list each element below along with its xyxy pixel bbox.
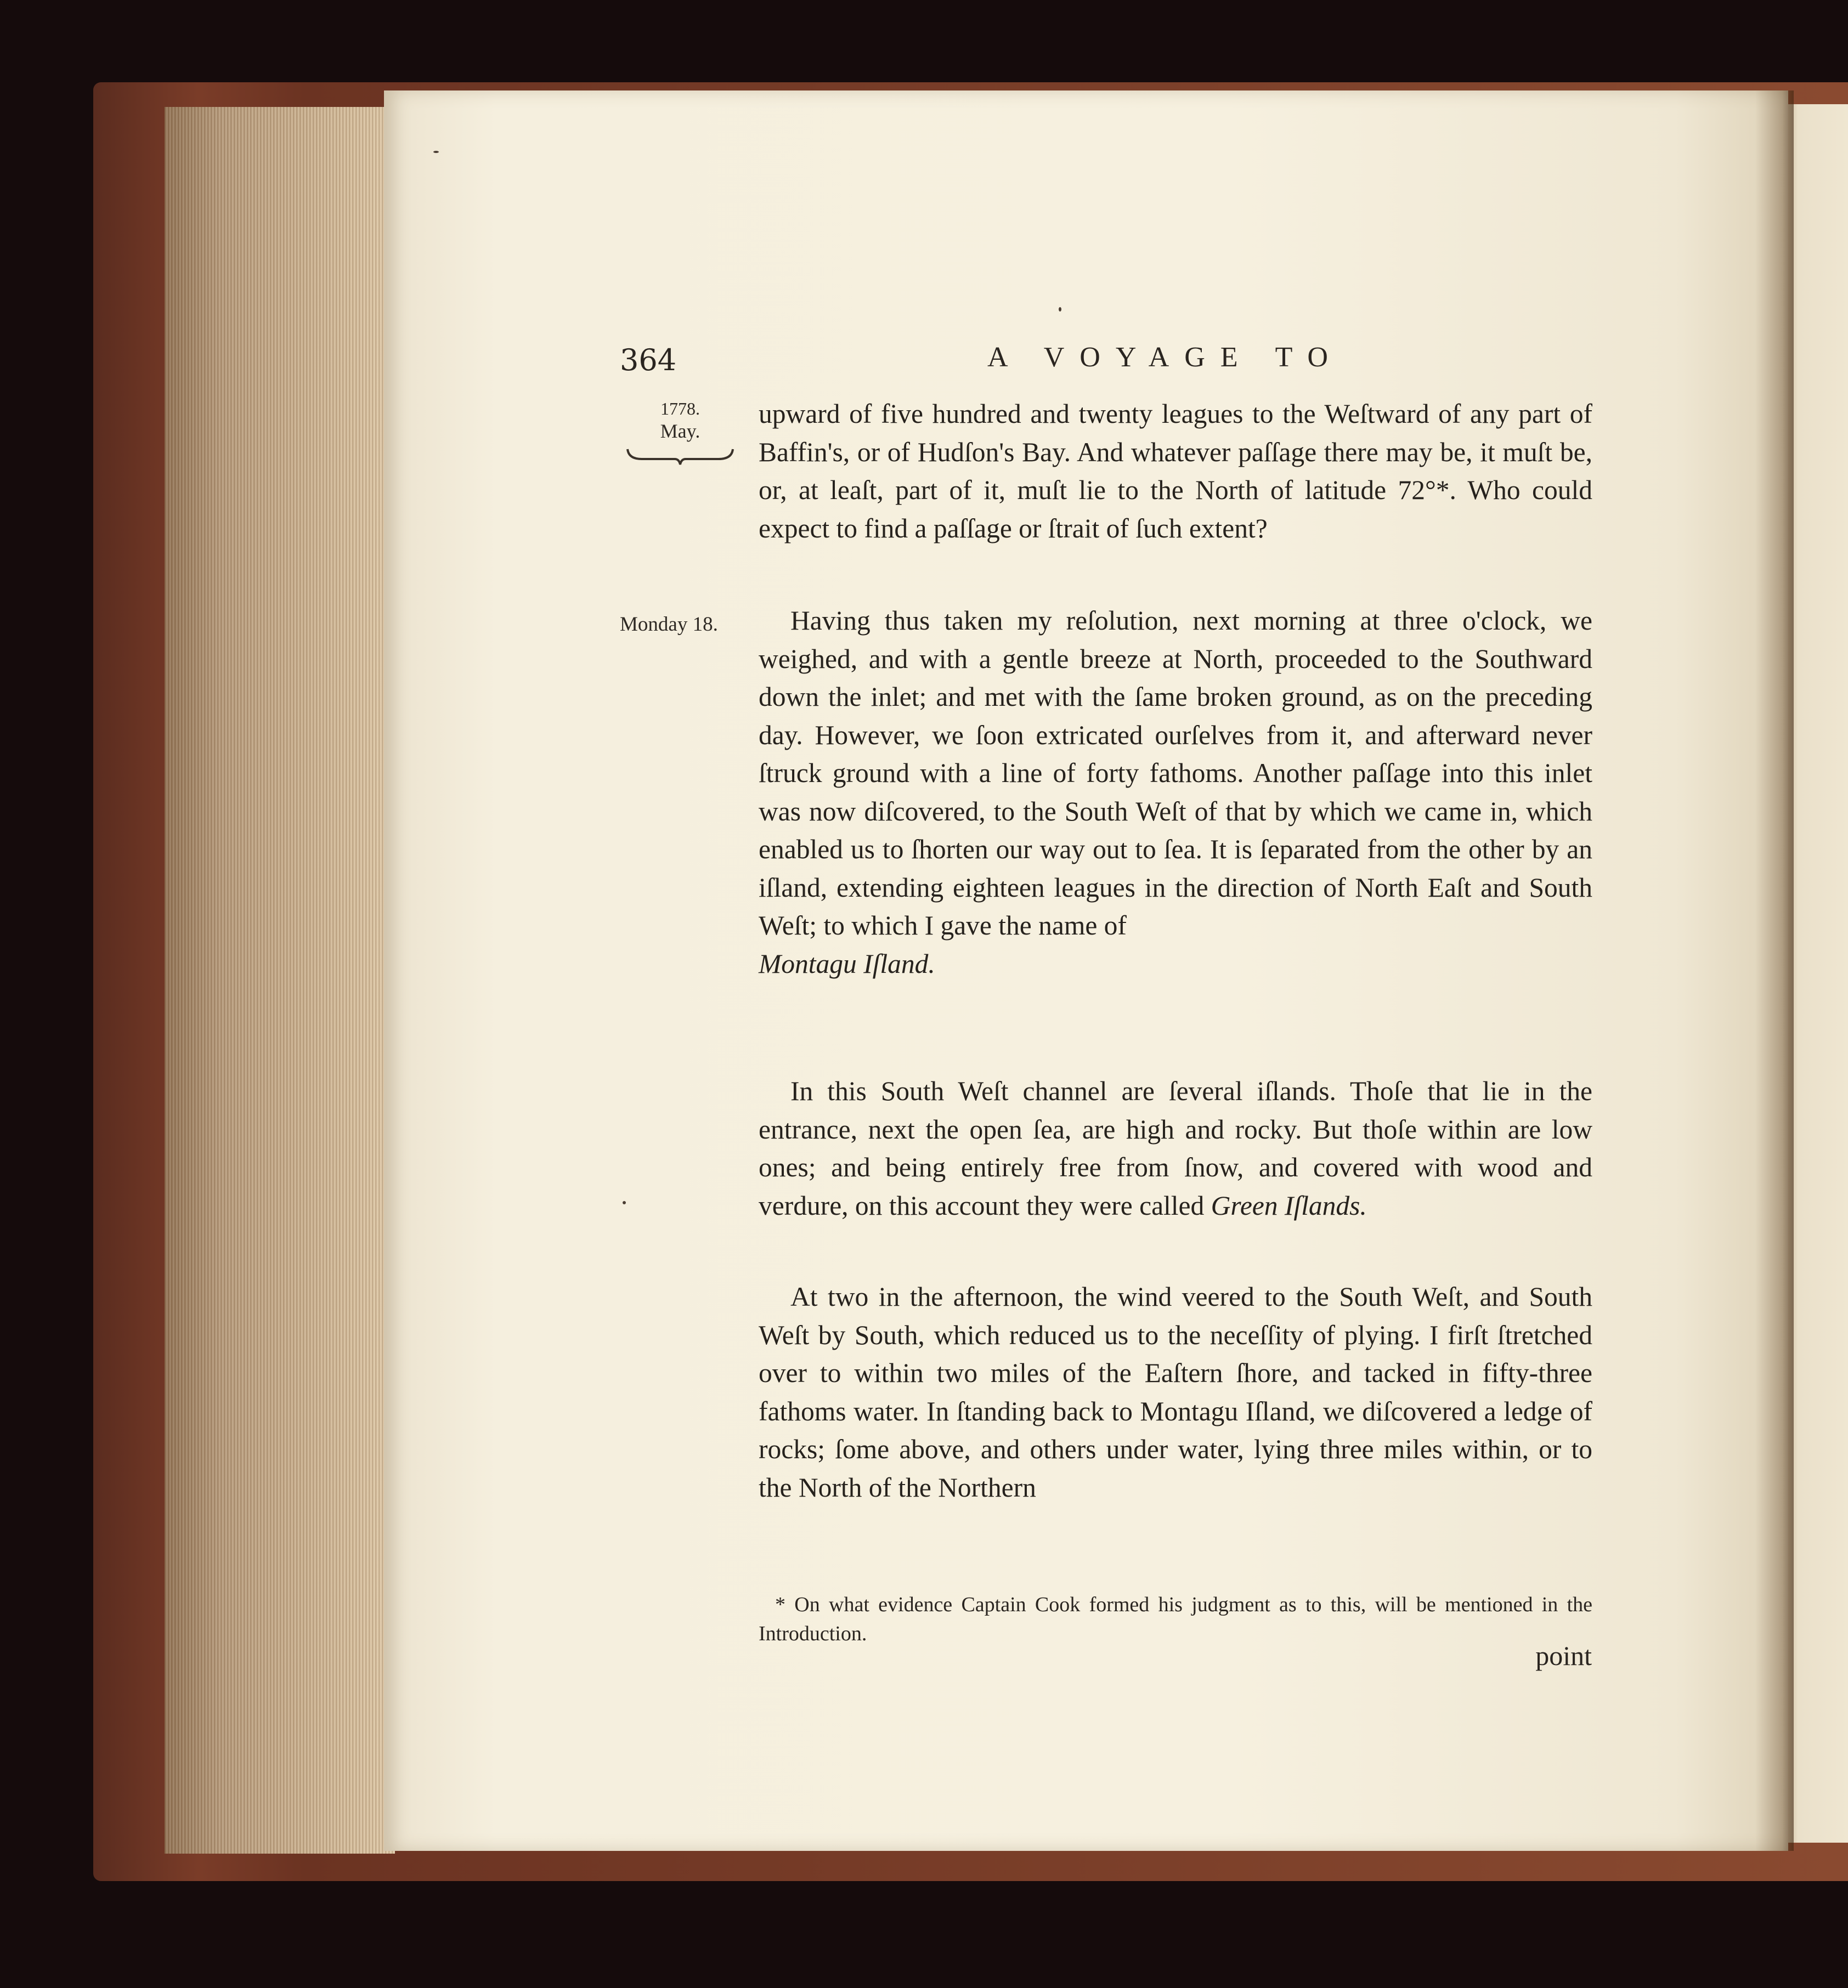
paragraph-body	[759, 602, 1592, 983]
italic-place-name: Montagu Iſland.	[759, 948, 935, 979]
italic-place-name: Green Iſlands.	[1211, 1190, 1367, 1221]
paragraph-text: Having thus taken my reſolution, next morning at three o'clock, we weighed, and with a gentle breeze at North, proceeded to the Southward down the inlet; and met with the ſame broken ground, as on the preceding day. However, we ſoon extricated ourſelves from it, and afterward never ſtruck ground with a line of forty fathoms. Another paſſage into this inlet was now diſcovered, to the South Weſt of that by which we came in, which enabled us to ſhorten our way out to ſea. It is ſeparated from the other by an iſland, extending eighteen leagues in the direction of North Eaſt and South Weſt; to which I gave the name of	[759, 605, 1592, 941]
catchword: point	[1535, 1640, 1592, 1671]
margin-year: 1778.	[660, 399, 700, 418]
ink-speck	[623, 1201, 626, 1204]
margin-brace-icon	[625, 447, 735, 466]
margin-month: May.	[660, 420, 700, 442]
page-number: 364	[620, 343, 677, 377]
paragraph-text: upward of five hundred and twenty leagues to the Weſtward of any part of Baffin's, or of Hudſon's Bay. And whatever paſſage there may be, it muſt be, or, at leaſt, part of it, muſt lie to the North of latitude 72°*. Who could expect to find a paſſage or ſtrait of ſuch extent?	[759, 399, 1592, 543]
footnote: * On what evidence Captain Cook formed his judgment as to this, will be mentioned in the Introduction.	[759, 1593, 1592, 1645]
paragraph-south-west-channel	[759, 1072, 1592, 1225]
paragraph-text: At two in the afternoon, the wind veered to the South Weſt, and South Weſt by South, which reduced us to the neceſſity of plying. I firſt ſtretched over to within two miles of the Eaſtern ſhore, and tacked in fifty-three fathoms water. In ſtanding back to Montagu Iſland, we diſcovered a ledge of rocks; ſome above, and others under water, lying three miles within, or to the North of the Northern	[759, 1282, 1592, 1503]
paragraph-having-thus	[759, 602, 1592, 983]
paragraph-text: In this South Weſt channel are ſeveral iſlands. Thoſe that lie in the entrance, next the open ſea, are high and rocky. But thoſe within are low ones; and being entirely free from ſnow, and covered with wood and verdure, on this account they were called	[759, 1076, 1592, 1221]
running-head	[0, 335, 1848, 384]
running-head-title: A VOYAGE TO	[987, 342, 1343, 373]
paragraph-continued	[759, 395, 1592, 547]
paragraph-at-two	[759, 1278, 1592, 1506]
paragraph-body	[759, 1072, 1592, 1225]
ink-speck	[1059, 307, 1061, 311]
margin-day: Monday 18.	[620, 613, 718, 636]
ink-speck	[433, 151, 439, 153]
